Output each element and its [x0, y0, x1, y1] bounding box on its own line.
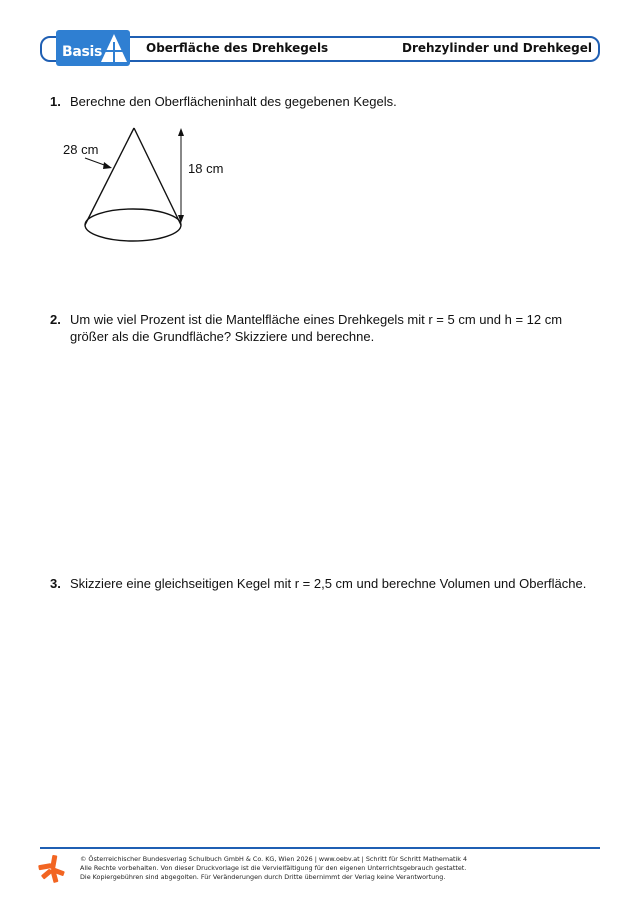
height-label: 18 cm [188, 161, 224, 176]
basis-badge [56, 30, 130, 66]
triangle-level-icon [100, 32, 128, 64]
footer-copyright [80, 855, 467, 882]
basis-label: Basis [62, 44, 103, 60]
cone-figure [55, 120, 255, 250]
footer-line-2: Alle Rechte vorbehalten. Von dieser Druckvorlage ist die Vervielfältigung für den eigenen Unterrichtsgebrauch gestattet. [80, 864, 467, 872]
task-text: Berechne den Oberflächeninhalt des gegebenen Kegels. [70, 94, 397, 109]
task-number: 1. [50, 94, 61, 109]
height-arrow-head-top [178, 128, 184, 136]
cone-base-ellipse [85, 209, 181, 241]
task-number: 2. [50, 312, 61, 327]
task-text: Um wie viel Prozent ist die Mantelfläche eines Drehkegels mit r = 5 cm und h = 12 cm größer als die Grundfläche? Skizziere und berechne. [70, 312, 563, 344]
task-text: Skizziere eine gleichseitigen Kegel mit r = 2,5 cm und berechne Volumen und Oberfläche. [70, 576, 587, 591]
page-title: Oberfläche des Drehkegels [146, 41, 329, 55]
footer-line-1: © Österreichischer Bundesverlag Schulbuch GmbH & Co. KG, Wien 2026 | www.oebv.at | Schritt für Schritt Mathematik 4 [80, 855, 468, 863]
publisher-logo-icon [38, 854, 66, 884]
chapter-topic: Drehzylinder und Drehkegel [401, 41, 592, 55]
footer-line-3: Die Kopiergebühren sind abgegolten. Für Veränderungen durch Dritte übernimmt der Verlag keine Verantwortung. [80, 873, 446, 881]
footer-divider [40, 847, 600, 849]
slant-length-label: 28 cm [63, 142, 99, 157]
task-number: 3. [50, 576, 61, 591]
cone-side-right [134, 128, 181, 225]
slant-pointer-head [103, 162, 112, 169]
